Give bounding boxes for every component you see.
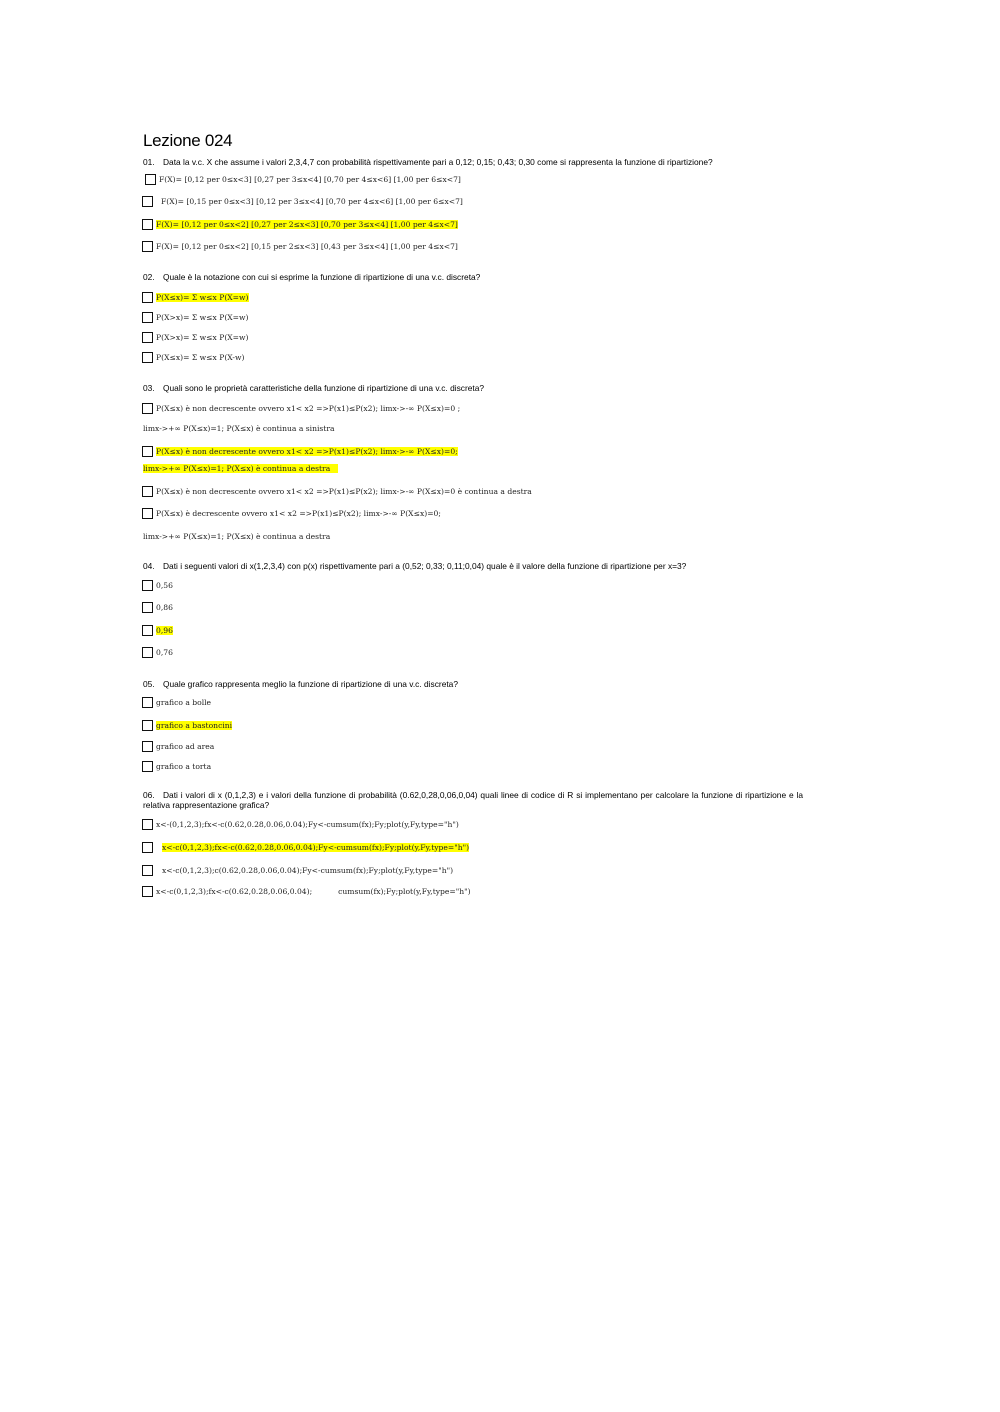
answer-option[interactable]: [142, 885, 471, 898]
question-06: [143, 791, 803, 810]
option-text: 0,76: [156, 648, 173, 657]
answer-option[interactable]: [142, 402, 460, 415]
option-text: P(X≤x)= Σ w≤x P(X-w): [156, 353, 245, 362]
option-text-highlighted: grafico a bastoncini: [156, 721, 233, 730]
option-continuation: limx->+∞ P(X≤x)=1; P(X≤x) è continua a destra: [143, 532, 331, 541]
checkbox[interactable]: [142, 819, 153, 830]
answer-option[interactable]: [142, 351, 244, 364]
page-title: Lezione 024: [143, 131, 233, 150]
answer-option[interactable]: [142, 485, 532, 498]
question-text: Quale grafico rappresenta meglio la funzione di ripartizione di una v.c. discreta?: [163, 679, 458, 689]
checkbox[interactable]: [142, 865, 153, 876]
checkbox[interactable]: [142, 647, 153, 658]
answer-option[interactable]: [142, 864, 453, 877]
option-text: grafico a torta: [156, 762, 212, 771]
option-text-highlighted: F(X)= [0,12 per 0≤x<2] [0,27 per 2≤x<3] [0,70 per 3≤x<4] [1,00 per 4≤x<7]: [156, 220, 458, 229]
answer-option[interactable]: [142, 601, 173, 614]
answer-option[interactable]: [142, 818, 459, 831]
checkbox[interactable]: [142, 697, 153, 708]
option-text-continuation: cumsum(fx);Fy;plot(y,Fy,type="h"): [338, 887, 471, 896]
option-text-highlighted: limx->+∞ P(X≤x)=1; P(X≤x) è continua a destra: [143, 464, 338, 473]
option-text: F(X)= [0,12 per 0≤x<3] [0,27 per 3≤x<4] [0,70 per 4≤x<6] [1,00 per 6≤x<7]: [159, 175, 461, 184]
answer-option[interactable]: [142, 579, 173, 592]
question-number: 03.: [143, 383, 155, 393]
checkbox[interactable]: [142, 508, 153, 519]
question-05: [143, 679, 458, 689]
question-number: 06.: [143, 790, 155, 800]
option-text-highlighted: x<-c(0,1,2,3);fx<-c(0.62,0.28,0.06,0.04);Fy<-cumsum(fx);Fy;plot(y,Fy,type="h"): [162, 843, 470, 852]
question-number: 01.: [143, 157, 155, 167]
question-text: Quale è la notazione con cui si esprime la funzione di ripartizione di una v.c. discreta?: [163, 272, 481, 282]
checkbox[interactable]: [142, 580, 153, 591]
answer-option[interactable]: [142, 331, 249, 344]
option-continuation: limx->+∞ P(X≤x)=1; P(X≤x) è continua a sinistra: [143, 424, 335, 433]
option-text: 0,56: [156, 581, 173, 590]
checkbox[interactable]: [142, 352, 153, 363]
checkbox[interactable]: [142, 720, 153, 731]
answer-option[interactable]: [142, 240, 458, 253]
question-text: Dati i seguenti valori di x(1,2,3,4) con p(x) rispettivamente pari a (0,52; 0,33; 0,11;0,04) quale è il valore della funzione di ripartizione per x=3?: [163, 561, 687, 571]
checkbox[interactable]: [142, 219, 153, 230]
answer-option[interactable]: [145, 173, 461, 186]
option-text: P(X≤x) è decrescente ovvero x1< x2 =>P(x1)≤P(x2); limx->-∞ P(X≤x)=0;: [156, 509, 441, 518]
checkbox[interactable]: [142, 312, 153, 323]
answer-option[interactable]: [142, 760, 211, 773]
answer-option-correct[interactable]: [142, 218, 458, 231]
option-text-highlighted: 0,96: [156, 626, 173, 635]
question-number: 05.: [143, 679, 155, 689]
option-continuation-highlighted: [143, 463, 338, 474]
checkbox[interactable]: [142, 761, 153, 772]
answer-option-correct[interactable]: [142, 841, 469, 854]
question-text: Dati i valori di x (0,1,2,3) e i valori della funzione di probabilità (0.62,0,28,0,06,0,04) quali linee di codice di R si implementano per calcolare la funzione di ripartizione e la relativa rappresentazione grafica?: [143, 790, 803, 810]
answer-option[interactable]: [142, 696, 211, 709]
answer-option-correct[interactable]: [142, 445, 458, 458]
answer-option[interactable]: [142, 740, 214, 753]
checkbox[interactable]: [142, 403, 153, 414]
question-text: Data la v.c. X che assume i valori 2,3,4,7 con probabilità rispettivamente pari a 0,12; 0,15; 0,43; 0,30 come si rappresenta la funzione di ripartizione?: [163, 157, 713, 167]
answer-option-correct[interactable]: [142, 624, 173, 637]
option-text: grafico a bolle: [156, 698, 212, 707]
option-text-highlighted: P(X≤x)= Σ w≤x P(X=w): [156, 293, 249, 302]
checkbox[interactable]: [142, 292, 153, 303]
answer-option-correct[interactable]: [142, 291, 249, 304]
checkbox[interactable]: [142, 486, 153, 497]
option-text: 0,86: [156, 603, 173, 612]
checkbox[interactable]: [142, 886, 153, 897]
question-03: [143, 383, 484, 393]
option-text: grafico ad area: [156, 742, 215, 751]
option-text: P(X>x)= Σ w≤x P(X=w): [156, 333, 249, 342]
question-text: Quali sono le proprietà caratteristiche della funzione di ripartizione di una v.c. discreta?: [163, 383, 485, 393]
option-text: P(X≤x) è non decrescente ovvero x1< x2 =>P(x1)≤P(x2); limx->-∞ P(X≤x)=0 ;: [156, 404, 461, 413]
checkbox[interactable]: [142, 602, 153, 613]
answer-option-correct[interactable]: [142, 719, 232, 732]
checkbox[interactable]: [142, 196, 153, 207]
checkbox[interactable]: [142, 741, 153, 752]
checkbox[interactable]: [142, 842, 153, 853]
checkbox[interactable]: [142, 241, 153, 252]
checkbox[interactable]: [142, 446, 153, 457]
answer-option[interactable]: [142, 507, 441, 520]
option-text: x<-(0,1,2,3);fx<-c(0.62,0.28,0.06,0.04);Fy<-cumsum(fx);Fy;plot(y,Fy,type="h"): [156, 820, 459, 829]
option-text-highlighted: P(X≤x) è non decrescente ovvero x1< x2 =>P(x1)≤P(x2); limx->-∞ P(X≤x)=0;: [156, 447, 458, 456]
option-text: P(X≤x) è non decrescente ovvero x1< x2 =>P(x1)≤P(x2); limx->-∞ P(X≤x)=0 è continua a destra: [156, 487, 532, 496]
option-text: F(X)= [0,15 per 0≤x<3] [0,12 per 3≤x<4] [0,70 per 4≤x<6] [1,00 per 6≤x<7]: [161, 197, 463, 206]
option-text: x<-c(0,1,2,3);fx<-c(0.62,0.28,0.06,0.04);: [156, 887, 313, 896]
answer-option[interactable]: [142, 646, 173, 659]
question-04: [143, 561, 686, 571]
checkbox[interactable]: [142, 332, 153, 343]
option-text: P(X>x)= Σ w≤x P(X=w): [156, 313, 249, 322]
answer-option[interactable]: [142, 195, 463, 208]
checkbox[interactable]: [142, 625, 153, 636]
answer-option[interactable]: [142, 311, 249, 324]
question-number: 04.: [143, 561, 155, 571]
question-01: [143, 157, 713, 167]
option-text: x<-c(0,1,2,3);c(0.62,0.28,0.06,0.04);Fy<-cumsum(fx);Fy;plot(y,Fy,type="h"): [162, 866, 454, 875]
checkbox[interactable]: [145, 174, 156, 185]
question-number: 02.: [143, 272, 155, 282]
option-text: F(X)= [0,12 per 0≤x<2] [0,15 per 2≤x<3] [0,43 per 3≤x<4] [1,00 per 4≤x<7]: [156, 242, 458, 251]
question-02: [143, 272, 480, 282]
